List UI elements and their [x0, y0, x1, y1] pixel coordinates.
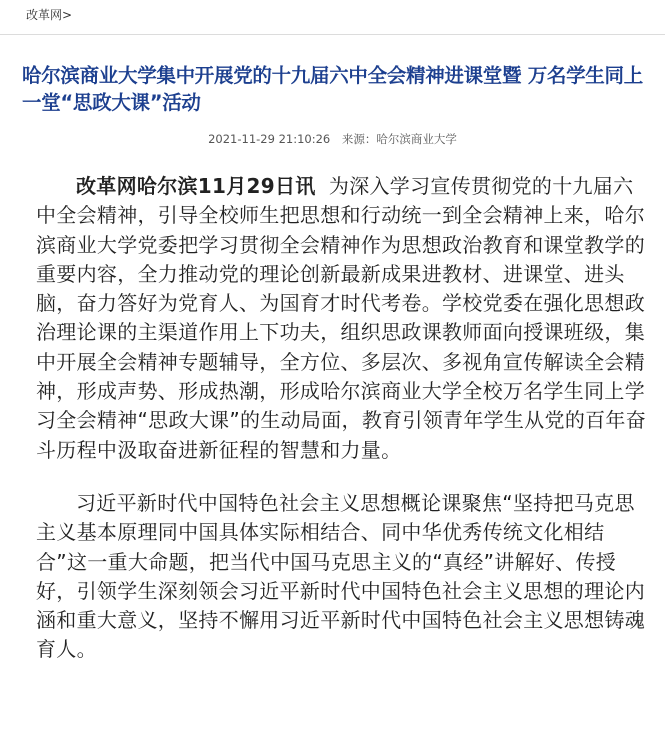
article-paragraph-1 [36, 172, 648, 465]
paragraph-1-text: 为深入学习宣传贯彻党的十九届六中全会精神，引导全校师生把思想和行动统一到全会精神上来，哈尔滨商业大学党委把学习贯彻全会精神作为思想政治教育和课堂教学的重要内容，全力推动党的理论创新最新成果进教材、进课堂、进头脑，奋力答好为党育人、为国育才时代考卷。学校党委在强化思想政治理论课的主渠道作用上下功夫，组织思政课教师面向授课班级，集中开展全会精神专题辅导，全方位、多层次、多视角宣传解读全会精神，形成声势、形成热潮，形成哈尔滨商业大学全校万名学生同上学习全会精神“思政大课”的生动局面，教育引领青年学生从党的百年奋斗历程中汲取奋进新征程的智慧和力量。 [36, 174, 647, 462]
publish-datetime: 2021-11-29 21:10:26 [208, 132, 331, 146]
article-meta [0, 131, 665, 147]
article-source: 来源：哈尔滨商业大学 [341, 132, 457, 146]
dateline: 改革网哈尔滨11月29日讯 [76, 174, 316, 198]
article-body [36, 172, 648, 665]
article-paragraph-2: 习近平新时代中国特色社会主义思想概论课聚焦“坚持把马克思主义基本原理同中国具体实际相结合、同中华优秀传统文化相结合”这一重大命题，把当代中国马克思主义的“真经”讲解好、传授好，引领学生深刻领会习近平新时代中国特色社会主义思想的理论内涵和重大意义，坚持不懈用习近平新时代中国特色社会主义思想铸魂育人。 [36, 490, 645, 662]
breadcrumb[interactable]: 改革网> [26, 8, 73, 22]
article-title: 哈尔滨商业大学集中开展党的十九届六中全会精神进课堂暨 万名学生同上一堂“思政大课”活动 [22, 64, 643, 114]
breadcrumb-bar [0, 0, 665, 35]
